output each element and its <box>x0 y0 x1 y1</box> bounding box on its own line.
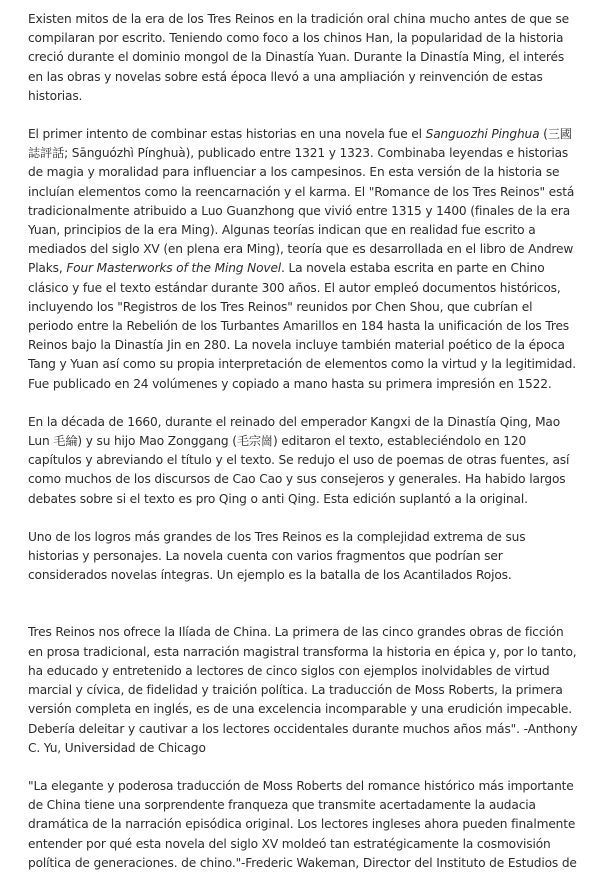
paragraph-oral-tradition: Existen mitos de la era de los Tres Reinos en la tradición oral china mucho antes de que se compilaran por escrito. Teniendo como foco a los chinos Han, la popularidad de la historia creció durante el dominio mongol de la Dinastía Yuan. Durante la Dinastía Ming, el interés en las obras y novelas sobre está época llevó a una ampliación y reinvención de estas historias. <box>28 12 570 103</box>
paragraph-text-segment: . La novela estaba escrita en parte en Chino clásico y fue el texto estándar durante 300 años. El autor empleó documentos históricos, incluyendo los "Registros de los Tres Reinos" reunidos por Chen Shou, que cubrían el periodo entre la Rebelión de los Turbantes Amarillos en 184 hasta la unificación de los Tres Reinos bajo la Dinastía Jin en 280. La novela incluye también material poético de la época Tang y Yuan así como su propia interpretación de elementos como la virtud y la legitimidad. Fue publicado en 24 volúmenes y copiado a mano hasta su primera impresión en 1522. <box>28 261 576 391</box>
paragraph-text-segment: El primer intento de combinar estas historias en una novela fue el <box>28 127 426 142</box>
paragraph-first-novel <box>28 125 578 394</box>
book-title-four-masterworks: Four Masterworks of the Ming Novel <box>66 261 282 276</box>
paragraph-achievements: Uno de los logros más grandes de los Tres Reinos es la complejidad extrema de sus historias y personajes. La novela cuenta con varios fragmentos que podrían ser considerados novelas íntegras. Un ejemplo es la batalla de los Acantilados Rojos. <box>28 529 526 583</box>
book-title-sanguozhi: Sanguozhi Pinghua <box>425 127 540 142</box>
quote-anthony-yu: Tres Reinos nos ofrece la Ilíada de China. La primera de las cinco grandes obras de ficción en prosa tradicional, esta narración magistral transforma la historia en épica y, por lo tanto, ha educado y entretenido a lectores de cinco siglos con ejemplos inolvidables de virtud marcial y cívica, de fidelidad y traición política. La traducción de Moss Roberts, la primera versión completa en inglés, es de una excelencia incomparable y una erudición impecable. Debería deleitar y cautivar a los lectores occidentales durante muchos años más". -Anthony C. Yu, Universidad de Chicago <box>28 625 578 755</box>
quote-frederic-wakeman: "La elegante y poderosa traducción de Moss Roberts del romance histórico más importante de China tiene una sorprendente franqueza que transmite acertadamente la audacia dramática de la narración episódica original. Los lectores ingleses ahora pueden finalmente entender por qué esta novela del siglo XV moldeó tan estratégicamente la cosmovisión política de generaciones. de chino."-Frederic Wakeman, Director del Instituto de Estudios de <box>28 778 577 870</box>
paragraph-text-segment: (三國誌評話; Sānguózhì Pínghuà), publicado entre 1321 y 1323. Combinaba leyendas e historias de magia y moralidad para influenciar a los campesinos. En esta versión de la historia se incluían elementos como la reencarnación y el karma. El "Romance de los Tres Reinos" está tradicionalmente atribuido a Luo Guanzhong que vivió entre 1315 y 1400 (finales de la era Yuan, principios de la era Ming). Algunas teorías indican que en realidad fue escrito a mediados del siglo XV (en plena era Ming), teoría que es desarrollada en el libro de Andrew Plaks, <box>28 127 575 276</box>
paragraph-kangxi-edition: En la década de 1660, durante el reinado del emperador Kangxi de la Dinastía Qing, Mao Lun 毛綸) y su hijo Mao Zonggang (毛宗崗) editaron el texto, estableciéndolo en 120 capítulos y abreviando el título y el texto. Se redujo el uso de poemas de otras fuentes, así como muchos de los discursos de Cao Cao y sus consejeros y generales. Ha habido largos debates sobre si el texto es pro Qing o anti Qing. Esta edición suplantó a la original. <box>28 414 570 506</box>
